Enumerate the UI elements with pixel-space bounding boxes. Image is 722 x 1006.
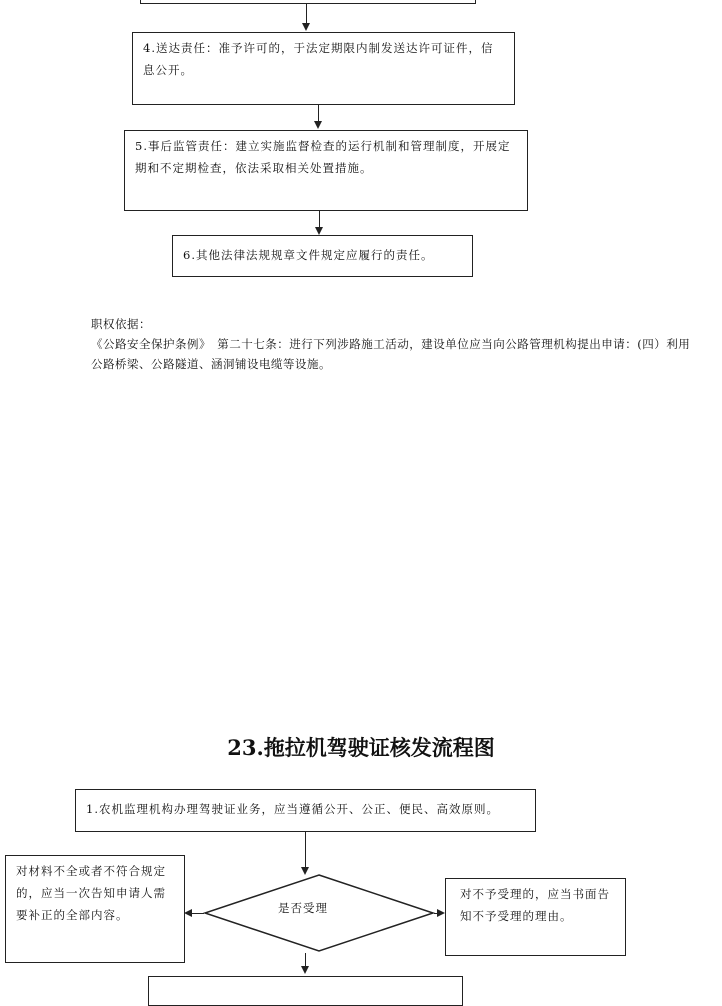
previous-step-box (140, 0, 476, 4)
connector-line (305, 832, 306, 868)
section23-step-1-box (75, 789, 536, 832)
step-5-box (124, 130, 528, 211)
arrow-down-icon (315, 227, 323, 235)
left-branch-box (5, 855, 185, 963)
legal-basis-text: 《公路安全保护条例》 第二十七条：进行下列涉路施工活动，建设单位应当向公路管理机构提出申请：(四）利用公路桥梁、公路隧道、涵洞铺设电缆等设施。 (91, 337, 691, 371)
step-4-box (132, 32, 515, 105)
step-4-text: 4.送达责任：准予许可的，于法定期限内制发送达许可证件，信息公开。 (143, 41, 494, 77)
arrow-right-icon (437, 909, 445, 917)
decision-label: 是否受理 (278, 901, 328, 915)
step-6-box (172, 235, 473, 277)
legal-basis (91, 314, 691, 374)
left-branch-text: 对材料不全或者不符合规定的，应当一次告知申请人需要补正的全部内容。 (16, 864, 166, 922)
step-6-text: 6.其他法律法规规章文件规定应履行的责任。 (183, 248, 434, 262)
section-title: 23.拖拉机驾驶证核发流程图 (227, 735, 495, 760)
arrow-down-icon (314, 121, 322, 129)
arrow-left-icon (184, 909, 192, 917)
step-5-text: 5.事后监管责任：建立实施监督检查的运行机制和管理制度，开展定期和不定期检查，依法采取相关处置措施。 (135, 139, 511, 175)
connector-line (305, 953, 306, 967)
connector-line (318, 105, 319, 122)
connector-line (192, 913, 204, 914)
right-branch-box (445, 878, 626, 956)
right-branch-text: 对不予受理的，应当书面告知不予受理的理由。 (460, 887, 610, 923)
connector-line (319, 211, 320, 228)
legal-basis-label: 职权依据： (91, 317, 151, 331)
arrow-down-icon (301, 966, 309, 974)
connector-line (306, 4, 307, 24)
next-step-box (148, 976, 463, 1006)
arrow-down-icon (302, 23, 310, 31)
section23-step-1-text: 1.农机监理机构办理驾驶证业务，应当遵循公开、公正、便民、高效原则。 (86, 802, 499, 816)
